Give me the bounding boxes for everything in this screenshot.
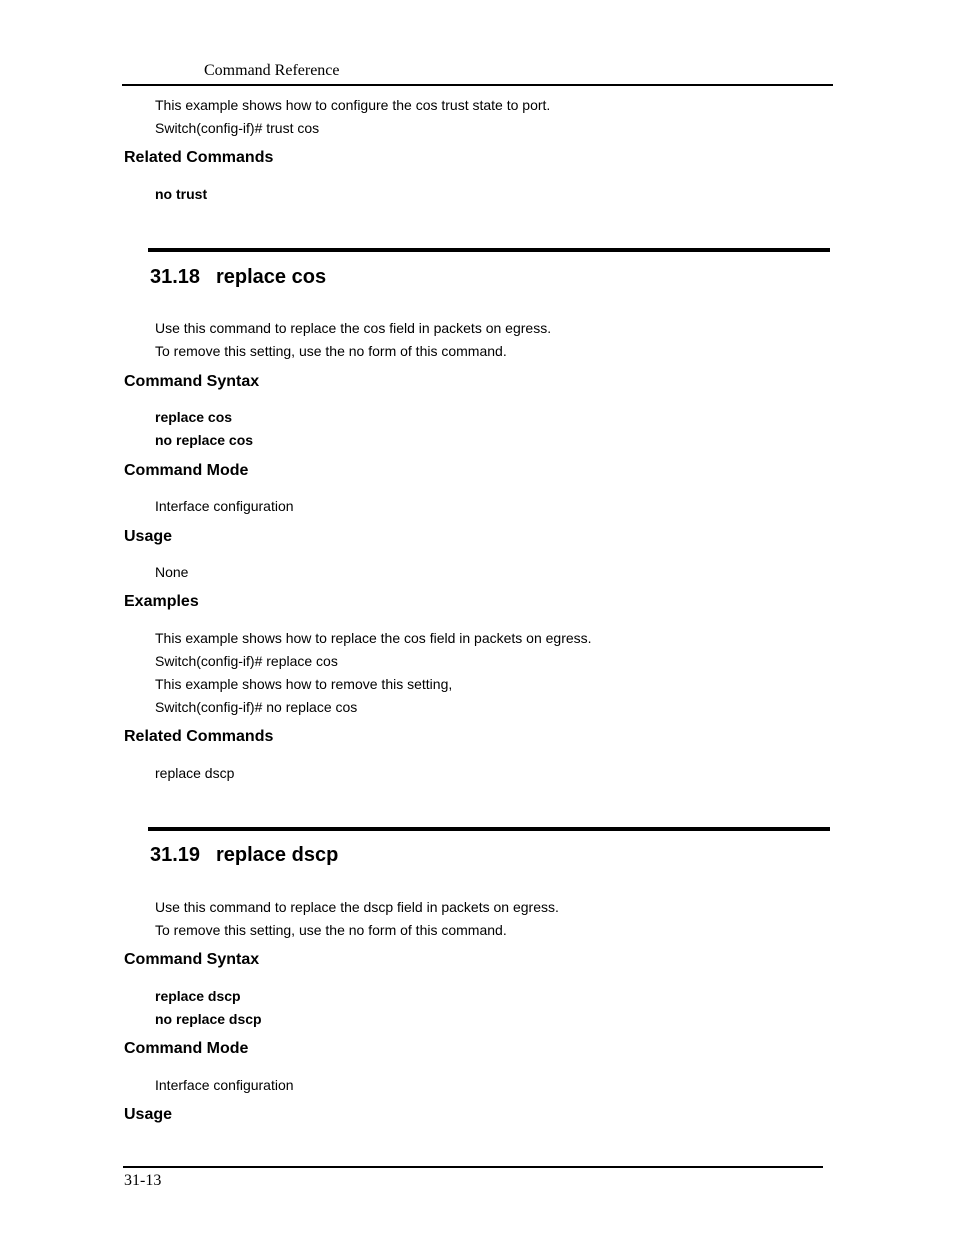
description-line: Use this command to replace the cos field in packets on egress. [155, 320, 552, 336]
example-command: Switch(config-if)# trust cos [155, 120, 320, 136]
syntax-command: replace dscp [155, 988, 241, 1004]
section-rule [148, 248, 830, 252]
section-number: 31.18 [150, 266, 201, 288]
section-title [150, 265, 326, 289]
command-mode-heading: Command Mode [124, 1040, 249, 1057]
description-line: To remove this setting, use the no form of this command. [155, 922, 507, 938]
example-line: This example shows how to replace the cos field in packets on egress. [155, 630, 592, 646]
related-commands-heading: Related Commands [124, 728, 274, 745]
header-rule [122, 84, 833, 86]
section-name: replace dscp [216, 844, 339, 866]
examples-heading: Examples [124, 593, 199, 610]
section-name: replace cos [216, 266, 327, 288]
usage-heading: Usage [124, 528, 173, 545]
command-mode-heading: Command Mode [124, 462, 249, 479]
description-line: To remove this setting, use the no form of this command. [155, 343, 507, 359]
example-line: Switch(config-if)# no replace cos [155, 699, 358, 715]
command-mode: Interface configuration [155, 498, 294, 514]
section-number: 31.19 [150, 844, 201, 866]
command-syntax-heading: Command Syntax [124, 951, 260, 968]
page-number: 31-13 [124, 1172, 162, 1189]
syntax-command: no replace dscp [155, 1011, 262, 1027]
example-text: This example shows how to configure the cos trust state to port. [155, 97, 551, 113]
running-header: Command Reference [204, 62, 340, 79]
command-mode: Interface configuration [155, 1077, 294, 1093]
syntax-command: no replace cos [155, 432, 254, 448]
description-line: Use this command to replace the dscp field in packets on egress. [155, 899, 559, 915]
command-syntax-heading: Command Syntax [124, 373, 260, 390]
related-command: replace dscp [155, 765, 235, 781]
example-line: Switch(config-if)# replace cos [155, 653, 338, 669]
example-line: This example shows how to remove this setting, [155, 676, 453, 692]
footer-rule [123, 1166, 823, 1168]
section-title [150, 843, 338, 867]
section-rule [148, 827, 830, 831]
usage-text: None [155, 564, 189, 580]
syntax-command: replace cos [155, 409, 233, 425]
related-command: no trust [155, 186, 208, 202]
usage-heading: Usage [124, 1106, 173, 1123]
related-commands-heading: Related Commands [124, 149, 274, 166]
